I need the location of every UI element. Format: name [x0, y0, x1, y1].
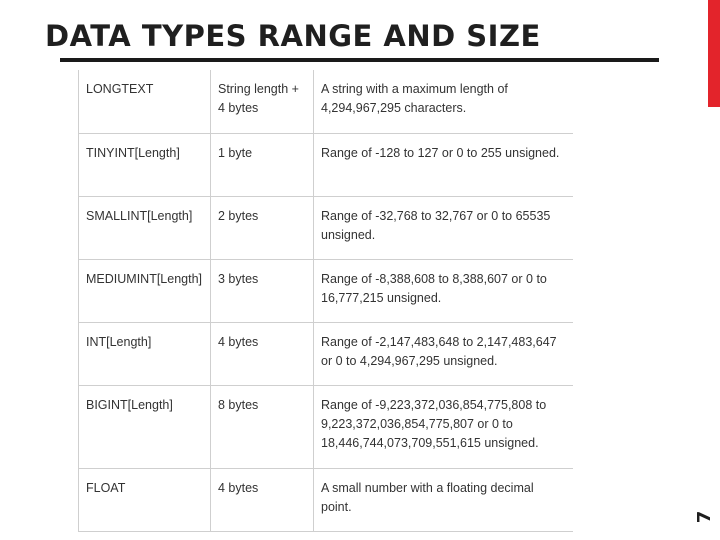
table-row-longtext — [79, 70, 574, 133]
cell-description: A small number with a floating decimal point. — [314, 468, 574, 531]
cell-type: FLOAT — [79, 468, 211, 531]
table-row-bigint — [79, 385, 574, 468]
data-types-table — [78, 70, 573, 532]
cell-size: 3 bytes — [211, 259, 314, 322]
cell-description: Range of -9,223,372,036,854,775,808 to 9,223,372,036,854,775,807 or 0 to 18,446,744,073,709,551,615 unsigned. — [314, 385, 574, 468]
accent-bar — [708, 0, 720, 107]
cell-type: TINYINT[Length] — [79, 133, 211, 196]
cell-description: Range of -32,768 to 32,767 or 0 to 65535 unsigned. — [314, 196, 574, 259]
cell-size: 4 bytes — [211, 322, 314, 385]
cell-type: INT[Length] — [79, 322, 211, 385]
table-row-smallint — [79, 196, 574, 259]
table-row-tinyint — [79, 133, 574, 196]
cell-size: String length + 4 bytes — [211, 70, 314, 133]
cell-size: 8 bytes — [211, 385, 314, 468]
cell-size: 2 bytes — [211, 196, 314, 259]
table-row-int — [79, 322, 574, 385]
cell-type: SMALLINT[Length] — [79, 196, 211, 259]
cell-type: BIGINT[Length] — [79, 385, 211, 468]
cell-size: 4 bytes — [211, 468, 314, 531]
cell-description: A string with a maximum length of 4,294,967,295 characters. — [314, 70, 574, 133]
cell-type: MEDIUMINT[Length] — [79, 259, 211, 322]
table-row-mediumint — [79, 259, 574, 322]
cell-type: LONGTEXT — [79, 70, 211, 133]
cell-description: Range of -2,147,483,648 to 2,147,483,647 or 0 to 4,294,967,295 unsigned. — [314, 322, 574, 385]
page-number: 7 — [693, 510, 715, 524]
cell-size: 1 byte — [211, 133, 314, 196]
slide-title: DATA TYPES RANGE AND SIZE — [45, 19, 541, 53]
title-underline — [60, 58, 659, 62]
cell-description: Range of -8,388,608 to 8,388,607 or 0 to 16,777,215 unsigned. — [314, 259, 574, 322]
cell-description: Range of -128 to 127 or 0 to 255 unsigned. — [314, 133, 574, 196]
data-types-table-container — [78, 70, 573, 540]
table-row-float — [79, 468, 574, 531]
